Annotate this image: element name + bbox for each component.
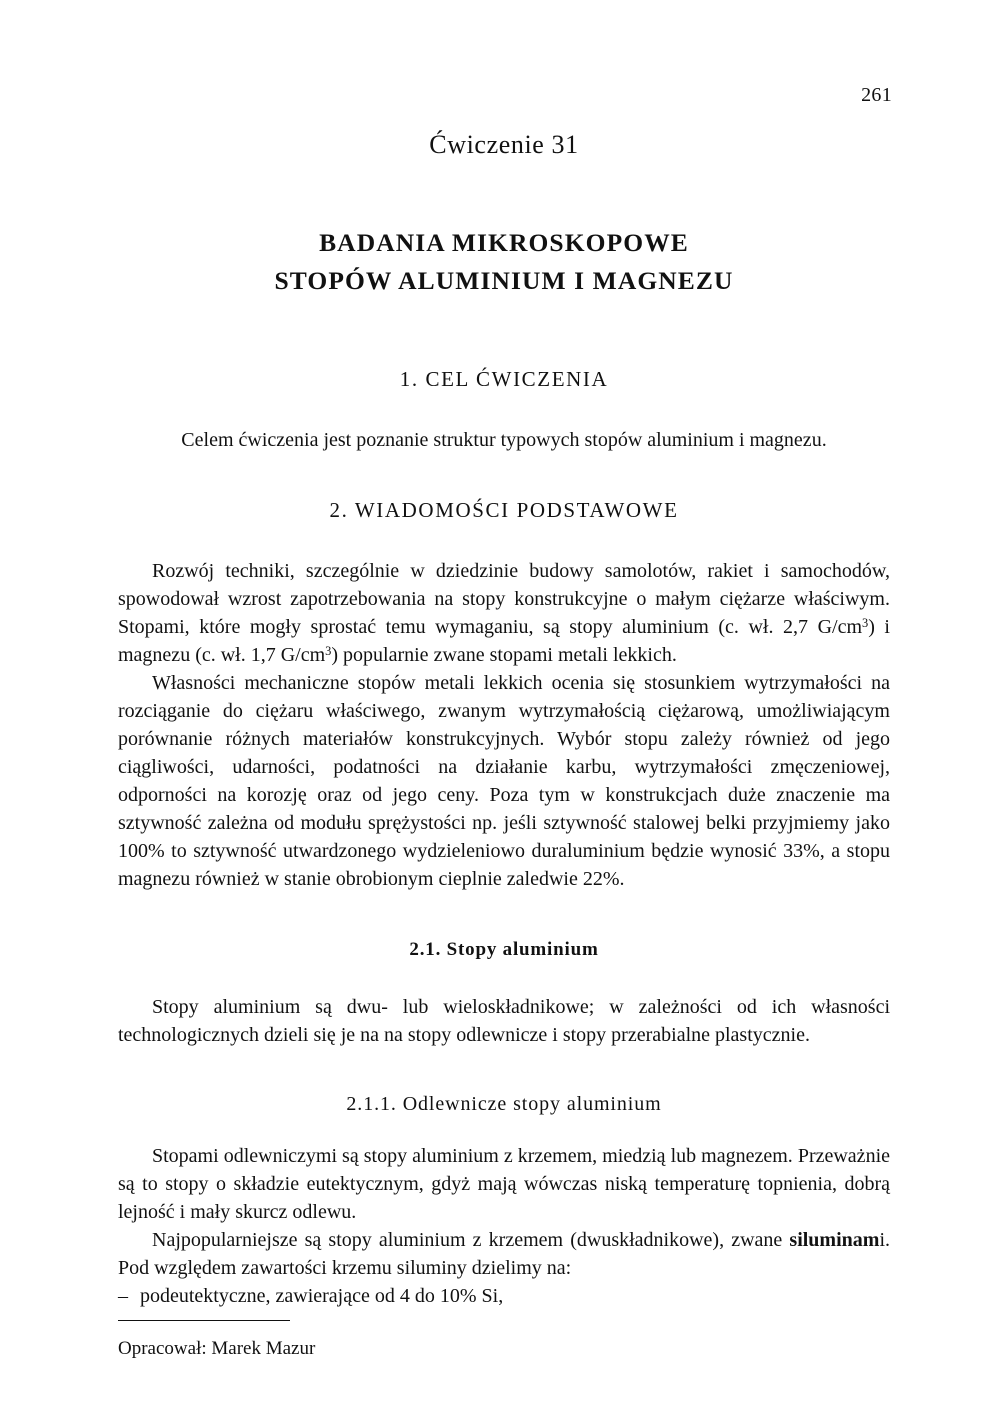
paragraph-text-part-3: ) popularnie zwane stopami metali lekkich. bbox=[331, 644, 677, 667]
document-title-line-2: STOPÓW ALUMINIUM I MAGNEZU bbox=[274, 265, 734, 295]
footnote-text: Opracował: Marek Mazur bbox=[118, 1338, 316, 1360]
section-2-1-1-paragraph-1: Stopami odlewniczymi są stopy aluminium z krzemem, miedzią lub magnezem. Przeważnie są to stopy o składzie eutektycznym, gdyż mają wówczas niską temperaturę topnienia, dobrą lejność i mały skurcz odlewu. bbox=[118, 1145, 890, 1224]
section-heading-2-1: 2.1. Stopy aluminium bbox=[409, 939, 599, 961]
section-2-paragraph-2: Własności mechaniczne stopów metali lekkich ocenia się stosunkiem wytrzymałości na rozciąganie do ciężaru właściwego, zwanym wytrzymałością ciężarową, umożliwiającym porównanie różnych materiałów konstrukcyjnych. Wybór stopu zależy również od jego ciągliwości, udarności, podatności na działanie karbu, wytrzymałości zmęczeniowej, odporności na korozję oraz od jego ceny. Poza tym w konstrukcjach duże znaczenie ma sztywność zależna od modułu sprężystości np. jeśli sztywność stalowej belki przyjmiemy jako 100% to sztywność utwardzonego wydzieleniowo duraluminium będzie wynosić 33%, a stopu magnezu również w stanie obrobionym cieplnie zaledwie 22%. bbox=[118, 672, 890, 891]
list-item-label: podeutektyczne, zawierające od 4 do 10% Si, bbox=[140, 1285, 504, 1308]
footnote-area bbox=[118, 1320, 890, 1362]
paragraph-text-tail: i. Pod względem zawartości krzemu siluminy dzielimy na: bbox=[118, 1229, 890, 1280]
list-item bbox=[118, 1282, 890, 1310]
exercise-title: Ćwiczenie 31 bbox=[429, 130, 579, 159]
paragraph-text-part-1: Rozwój techniki, szczególnie w dziedzinie budowy samolotów, rakiet i samochodów, spowodował wzrost zapotrzebowania na stopy konstrukcyjne o małym ciężarze właściwym. Stopami, które mogły sprostać temu wymaganiu, są stopy aluminium (c. wł. 2,7 G/cm bbox=[118, 560, 890, 639]
section-heading-2-1-1: 2.1.1. Odlewnicze stopy aluminium bbox=[346, 1093, 662, 1116]
section-2-1-1-paragraph-2 bbox=[118, 1226, 890, 1282]
page-content bbox=[118, 130, 890, 1310]
paragraph-text-lead: Najpopularniejsze są stopy aluminium z krzemem (dwuskładnikowe), zwane bbox=[152, 1229, 790, 1252]
paragraph-text-part-2: ) i magnezu (c. wł. 1,7 G/cm bbox=[118, 616, 890, 667]
page-number: 261 bbox=[861, 84, 892, 106]
section-1-paragraph: Celem ćwiczenia jest poznanie struktur typowych stopów aluminium i magnezu. bbox=[181, 429, 827, 452]
bold-term-siluminami: siluminam bbox=[789, 1229, 880, 1252]
section-heading-1: 1. CEL ĆWICZENIA bbox=[399, 367, 609, 392]
superscript-cubic-2: 3 bbox=[325, 644, 332, 659]
section-heading-2: 2. WIADOMOŚCI PODSTAWOWE bbox=[329, 498, 679, 523]
superscript-cubic-1: 3 bbox=[862, 616, 869, 631]
section-2-1-paragraph-1: Stopy aluminium są dwu- lub wieloskładnikowe; w zależności od ich własności technologicznych dzieli się je na na stopy odlewnicze i stopy przerabialne plastycznie. bbox=[118, 996, 890, 1047]
dash-bullet-icon: – bbox=[118, 1285, 128, 1308]
document-title-line-1: BADANIA MIKROSKOPOWE bbox=[319, 228, 689, 257]
section-2-paragraph-1 bbox=[118, 557, 890, 669]
document-title bbox=[118, 224, 890, 299]
footnote-separator-rule bbox=[118, 1320, 290, 1321]
